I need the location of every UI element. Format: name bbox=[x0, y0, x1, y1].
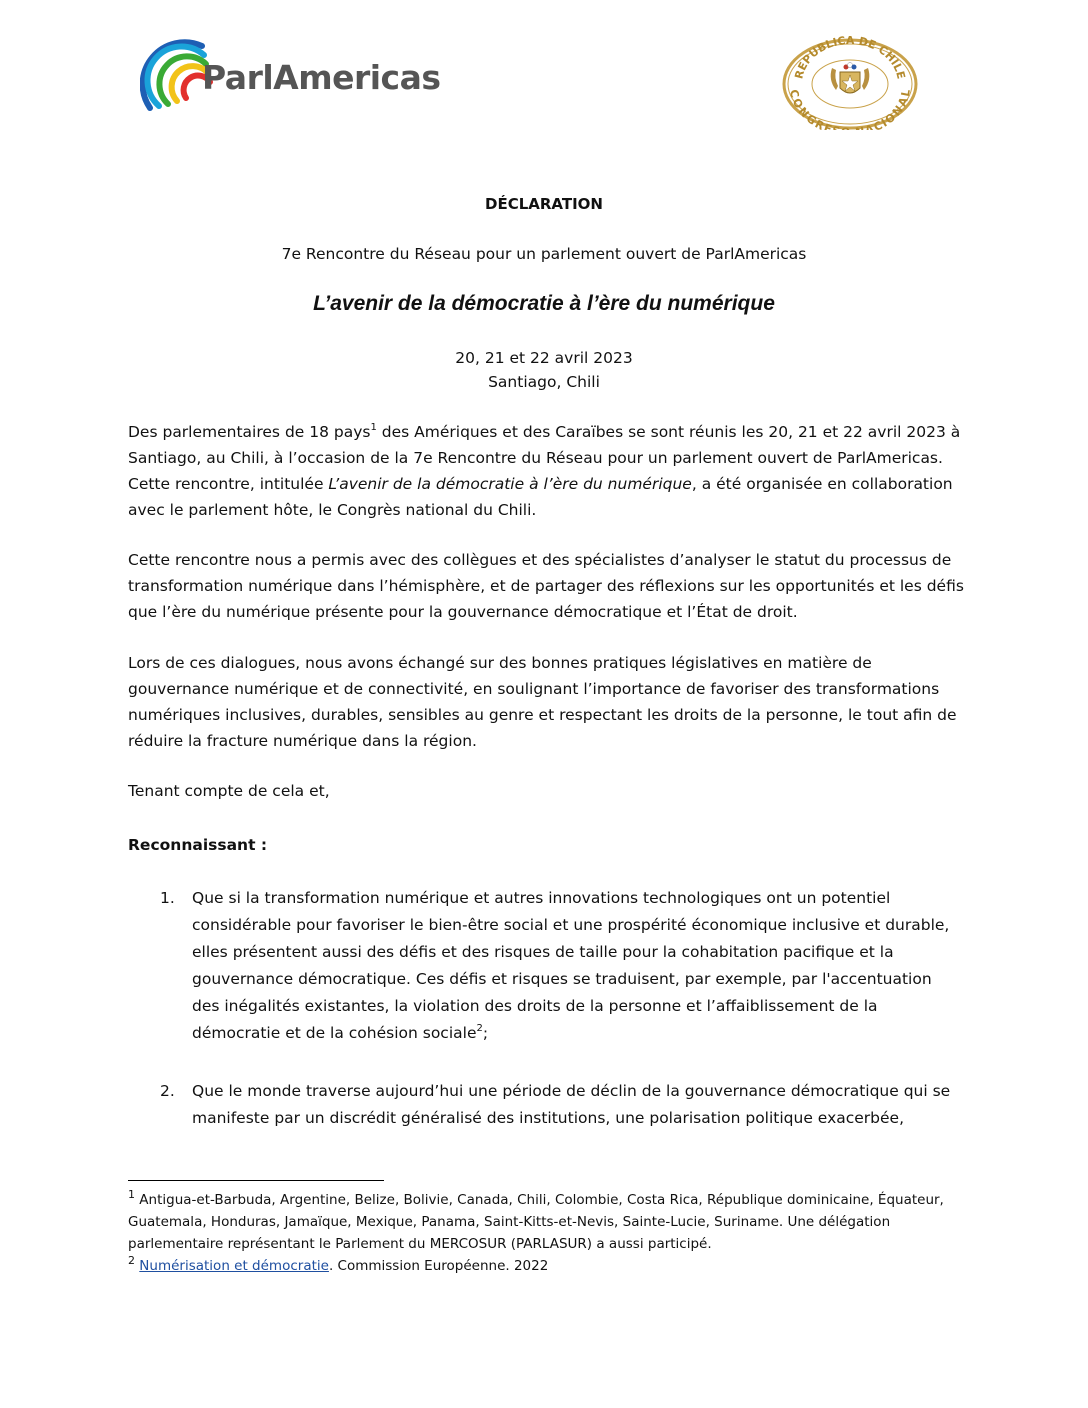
footnote-ref-2[interactable]: 2 bbox=[476, 1022, 483, 1034]
list-item-text-body: Que si la transformation numérique et autres innovations technologiques ont un potentiel considérable pour favoriser le bien-être social et une prospérité économique inclusive et durable, elles présentent aussi des défis et des risques de taille pour la cohabitation pacifique et la gouvernance démocratique. Ces défis et risques se traduisent, par exemple, par l'accentuation des inégalités existantes, la violation des droits de la personne et l’affaiblissement de la démocratie et de la cohésion sociale bbox=[192, 889, 950, 1042]
list-item-text-tail: ; bbox=[482, 1024, 489, 1042]
event-date-place bbox=[0, 346, 1088, 394]
list-item-text bbox=[192, 885, 964, 1047]
logo-wordmark: ParlAmericas bbox=[202, 58, 441, 97]
footnote-1-text: Antigua-et-Barbuda, Argentine, Belize, Bolivie, Canada, Chili, Colombie, Costa Rica, République dominicaine, Équateur, Guatemala, Honduras, Jamaïque, Mexique, Panama, Saint-Kitts-et-Nevis, Sainte-Lucie, Suriname. Une délégation parlementaire représentant le Parlement du MERCOSUR (PARLASUR) a aussi participé. bbox=[128, 1192, 944, 1252]
footnote-2-text: . Commission Européenne. 2022 bbox=[328, 1258, 549, 1274]
footnote-1 bbox=[128, 1189, 964, 1255]
event-place: Santiago, Chili bbox=[488, 373, 600, 391]
paragraph-intro bbox=[128, 419, 964, 523]
footnotes bbox=[128, 1189, 964, 1277]
footnote-2-link[interactable]: Numérisation et démocratie bbox=[139, 1258, 329, 1274]
list-item-text: Que le monde traverse aujourd’hui une période de déclin de la gouvernance démocratique qui se manifeste par un discrédit généralisé des institutions, une polarisation politique exacerbée, bbox=[192, 1082, 951, 1127]
paragraph-dialogues: Lors de ces dialogues, nous avons échangé sur des bonnes pratiques législatives en matière de gouvernance numérique et de connectivité, en soulignant l’importance de favoriser des transformations numériques inclusives, durables, sensibles au genre et respectant les droits de la personne, le tout afin de réduire la fracture numérique dans la région. bbox=[128, 654, 957, 750]
coat-of-arms-icon bbox=[831, 63, 870, 94]
paragraph-recognizing: Reconnaissant : bbox=[128, 836, 268, 854]
paragraph-intro-part3: , a été organisée en collaboration avec le parlement hôte, le Congrès national du Chili. bbox=[128, 475, 953, 519]
list-item-number: 2. bbox=[160, 1082, 175, 1100]
paragraph-analysis: Cette rencontre nous a permis avec des collègues et des spécialistes d’analyser le statut du processus de transformation numérique dans l’hémisphère, et de partager des réflexions sur les opportunités et les défis que l’ère du numérique présente pour la gouvernance démocratique et l’État de droit. bbox=[128, 551, 964, 621]
seal-bottom-text: CONGRE ACIONAL bbox=[787, 88, 913, 130]
paragraph-considering: Tenant compte de cela et, bbox=[128, 782, 330, 800]
paragraph-intro-italic: L’avenir de la démocratie à l’ère du numérique bbox=[328, 475, 692, 493]
footnote-2 bbox=[128, 1255, 964, 1277]
footnote-2-mark: 2 bbox=[128, 1253, 135, 1267]
seal-top-text: REPUBLICA DE CHILE bbox=[792, 34, 908, 81]
parlamericas-logo bbox=[140, 38, 460, 126]
footnote-1-mark: 1 bbox=[128, 1187, 135, 1201]
congreso-nacional-seal bbox=[780, 34, 920, 130]
paragraph-intro-part1: Des parlementaires de 18 pays bbox=[128, 423, 371, 441]
paragraph-intro-part2: des Amériques et des Caraïbes se sont réunis les 20, 21 et 22 avril 2023 à Santiago, au Chili, à l’occasion de la 7e Rencontre du Réseau pour un parlement ouvert de ParlAmericas. Cette rencontre, intitulée bbox=[128, 423, 961, 493]
footnote-ref-1[interactable]: 1 bbox=[370, 421, 377, 433]
document-title: L’avenir de la démocratie à l’ère du numérique bbox=[313, 292, 775, 315]
document-label: DÉCLARATION bbox=[485, 195, 603, 213]
list-item-number: 1. bbox=[160, 889, 175, 907]
event-dates: 20, 21 et 22 avril 2023 bbox=[455, 349, 633, 367]
document-subtitle: 7e Rencontre du Réseau pour un parlement ouvert de ParlAmericas bbox=[281, 245, 807, 263]
footnote-divider bbox=[128, 1180, 384, 1181]
